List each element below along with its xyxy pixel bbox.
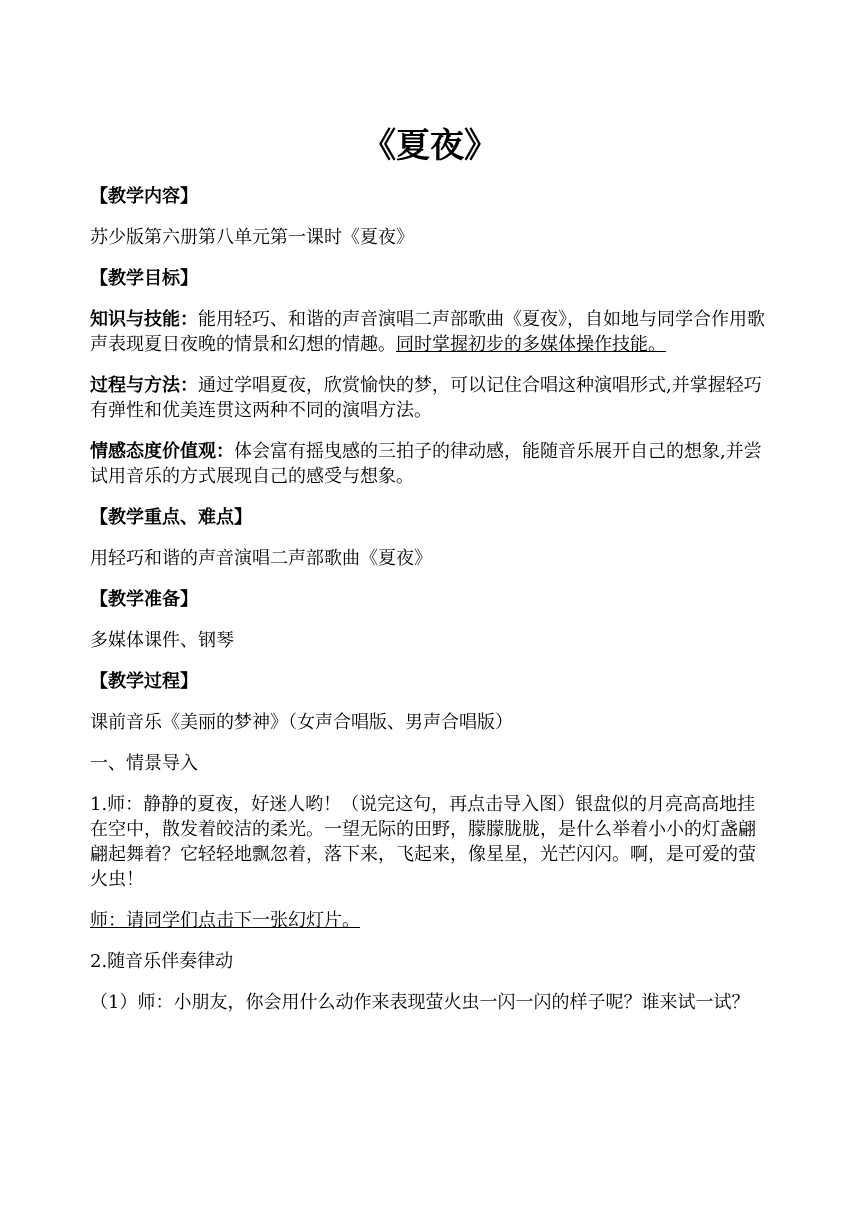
content-text: 苏少版第六册第八单元第一课时《夏夜》 xyxy=(90,227,414,248)
goal-emotion-text: 体会富有摇曳感的三拍子的律动感，能随音乐展开自己的想象,并尝试用音乐的方式展现自己的感受与想象。 xyxy=(90,441,762,487)
document-title: 《夏夜》 xyxy=(362,126,498,166)
goal-knowledge-label: 知识与技能： xyxy=(90,309,198,330)
step1-text: 1.师：静静的夏夜，好迷人哟！（说完这句，再点击导入图）银盘似的月亮高高地挂在空中，散发着皎洁的柔光。一望无际的田野，朦朦胧胧，是什么举着小小的灯盏翩翩起舞着？它轻轻地飘忽着，落下来，飞起来，像星星，光芒闪闪。啊，是可爱的萤火虫！ xyxy=(90,794,756,890)
section-heading-process: 【教学过程】 xyxy=(90,671,198,692)
step1-title: 一、情景导入 xyxy=(90,753,198,774)
goal-emotion-label: 情感态度价值观： xyxy=(90,441,234,462)
goal-process-label: 过程与方法： xyxy=(90,375,198,396)
section-heading-prep: 【教学准备】 xyxy=(90,589,198,610)
step2-title: 2.随音乐伴奏律动 xyxy=(90,951,234,972)
step1-underline: 师：请同学们点击下一张幻灯片。 xyxy=(90,910,360,931)
goal-process-text: 通过学唱夏夜，欣赏愉快的梦，可以记住合唱这种演唱形式,并掌握轻巧有弹性和优美连贯这两种不同的演唱方法。 xyxy=(90,375,762,421)
goal-emotion xyxy=(90,439,770,489)
step1-underline-wrap xyxy=(90,908,770,933)
goal-knowledge-underline: 同时掌握初步的多媒体操作技能。 xyxy=(396,334,666,355)
section-heading-content: 【教学内容】 xyxy=(90,186,198,207)
goal-process xyxy=(90,373,770,423)
goal-knowledge-text: 能用轻巧、和谐的声音演唱二声部歌曲《夏夜》，自如地与同学合作用歌声表现夏日夜晚的情景和幻想的情趣。 xyxy=(90,309,765,355)
section-heading-keypoints: 【教学重点、难点】 xyxy=(90,507,252,528)
process-intro: 课前音乐《美丽的梦神》（女声合唱版、男声合唱版） xyxy=(90,712,513,733)
step2-text: （1）师：小朋友，你会用什么动作来表现萤火虫一闪一闪的样子呢？谁来试一试？ xyxy=(90,992,750,1013)
prep-text: 多媒体课件、钢琴 xyxy=(90,630,234,651)
document-body xyxy=(90,184,770,1031)
keypoints-text: 用轻巧和谐的声音演唱二声部歌曲《夏夜》 xyxy=(90,548,432,569)
section-heading-goals: 【教学目标】 xyxy=(90,268,198,289)
goal-knowledge xyxy=(90,307,770,357)
